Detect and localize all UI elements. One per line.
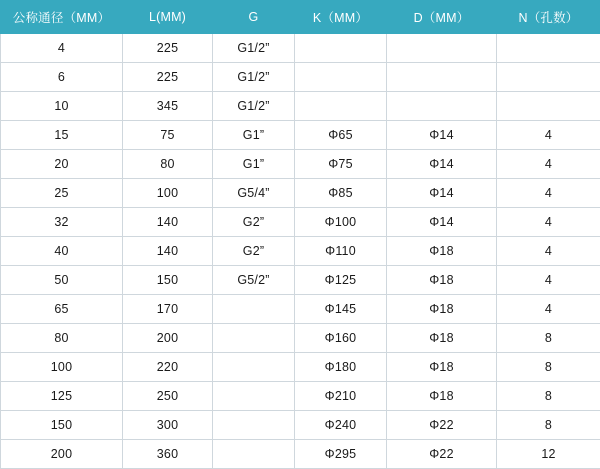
- cell-g: G1/2”: [213, 34, 295, 63]
- column-header-k: K（MM）: [295, 1, 387, 34]
- cell-k: Φ180: [295, 353, 387, 382]
- table-row: [1, 382, 600, 411]
- cell-k: Φ65: [295, 121, 387, 150]
- cell-l: 170: [123, 295, 213, 324]
- cell-g: [213, 353, 295, 382]
- cell-l: 80: [123, 150, 213, 179]
- cell-n: 4: [497, 179, 600, 208]
- cell-g: G5/2”: [213, 266, 295, 295]
- table-row: [1, 353, 600, 382]
- table-row: [1, 324, 600, 353]
- column-header-g: G: [213, 1, 295, 34]
- cell-k: Φ295: [295, 440, 387, 469]
- cell-d: Φ22: [387, 440, 497, 469]
- cell-n: [497, 63, 600, 92]
- cell-nominal-diameter: 25: [1, 179, 123, 208]
- cell-k: Φ145: [295, 295, 387, 324]
- cell-l: 250: [123, 382, 213, 411]
- cell-nominal-diameter: 6: [1, 63, 123, 92]
- cell-g: G2”: [213, 237, 295, 266]
- cell-nominal-diameter: 10: [1, 92, 123, 121]
- cell-n: [497, 92, 600, 121]
- cell-n: 4: [497, 208, 600, 237]
- cell-n: 8: [497, 382, 600, 411]
- cell-g: G5/4”: [213, 179, 295, 208]
- cell-d: Φ22: [387, 411, 497, 440]
- cell-k: [295, 92, 387, 121]
- cell-nominal-diameter: 65: [1, 295, 123, 324]
- cell-g: [213, 382, 295, 411]
- cell-l: 140: [123, 208, 213, 237]
- cell-k: Φ85: [295, 179, 387, 208]
- cell-n: 8: [497, 353, 600, 382]
- cell-k: [295, 63, 387, 92]
- cell-k: Φ75: [295, 150, 387, 179]
- table-row: [1, 411, 600, 440]
- cell-n: [497, 34, 600, 63]
- cell-d: Φ18: [387, 266, 497, 295]
- cell-k: Φ210: [295, 382, 387, 411]
- cell-d: [387, 63, 497, 92]
- cell-nominal-diameter: 100: [1, 353, 123, 382]
- cell-d: [387, 34, 497, 63]
- cell-n: 4: [497, 237, 600, 266]
- cell-l: 300: [123, 411, 213, 440]
- table-row: [1, 63, 600, 92]
- cell-n: 4: [497, 150, 600, 179]
- table-row: [1, 179, 600, 208]
- cell-n: 8: [497, 324, 600, 353]
- cell-d: Φ18: [387, 353, 497, 382]
- cell-d: Φ18: [387, 324, 497, 353]
- cell-g: G1”: [213, 150, 295, 179]
- cell-nominal-diameter: 50: [1, 266, 123, 295]
- cell-nominal-diameter: 150: [1, 411, 123, 440]
- table-row: [1, 121, 600, 150]
- cell-k: Φ160: [295, 324, 387, 353]
- table-row: [1, 440, 600, 469]
- cell-l: 225: [123, 63, 213, 92]
- cell-k: Φ100: [295, 208, 387, 237]
- cell-n: 4: [497, 121, 600, 150]
- cell-g: [213, 324, 295, 353]
- cell-n: 4: [497, 266, 600, 295]
- cell-l: 200: [123, 324, 213, 353]
- column-header-d: D（MM）: [387, 1, 497, 34]
- cell-g: [213, 295, 295, 324]
- table-header-row: [1, 1, 600, 34]
- column-header-l: L(MM): [123, 1, 213, 34]
- cell-k: Φ110: [295, 237, 387, 266]
- cell-g: G1”: [213, 121, 295, 150]
- cell-n: 4: [497, 295, 600, 324]
- cell-d: Φ18: [387, 295, 497, 324]
- cell-nominal-diameter: 125: [1, 382, 123, 411]
- cell-nominal-diameter: 15: [1, 121, 123, 150]
- cell-l: 150: [123, 266, 213, 295]
- cell-g: G2”: [213, 208, 295, 237]
- cell-l: 100: [123, 179, 213, 208]
- cell-k: Φ240: [295, 411, 387, 440]
- table-row: [1, 92, 600, 121]
- table-header: [1, 1, 600, 34]
- table-row: [1, 295, 600, 324]
- table-row: [1, 266, 600, 295]
- cell-n: 12: [497, 440, 600, 469]
- cell-g: G1/2”: [213, 63, 295, 92]
- cell-g: [213, 411, 295, 440]
- cell-nominal-diameter: 4: [1, 34, 123, 63]
- cell-g: [213, 440, 295, 469]
- cell-d: Φ14: [387, 208, 497, 237]
- cell-n: 8: [497, 411, 600, 440]
- cell-l: 225: [123, 34, 213, 63]
- cell-d: Φ14: [387, 150, 497, 179]
- cell-nominal-diameter: 80: [1, 324, 123, 353]
- table-row: [1, 150, 600, 179]
- cell-d: Φ14: [387, 179, 497, 208]
- cell-d: Φ18: [387, 237, 497, 266]
- cell-l: 345: [123, 92, 213, 121]
- cell-l: 75: [123, 121, 213, 150]
- table-body: [1, 34, 600, 469]
- table-row: [1, 34, 600, 63]
- cell-d: Φ14: [387, 121, 497, 150]
- cell-nominal-diameter: 32: [1, 208, 123, 237]
- cell-k: Φ125: [295, 266, 387, 295]
- cell-k: [295, 34, 387, 63]
- cell-d: [387, 92, 497, 121]
- cell-l: 220: [123, 353, 213, 382]
- cell-l: 140: [123, 237, 213, 266]
- cell-nominal-diameter: 200: [1, 440, 123, 469]
- cell-d: Φ18: [387, 382, 497, 411]
- table-row: [1, 208, 600, 237]
- column-header-nominal-diameter: 公称通径（MM）: [1, 1, 123, 34]
- table-row: [1, 237, 600, 266]
- cell-nominal-diameter: 20: [1, 150, 123, 179]
- cell-g: G1/2”: [213, 92, 295, 121]
- column-header-n: N（孔数）: [497, 1, 600, 34]
- cell-nominal-diameter: 40: [1, 237, 123, 266]
- cell-l: 360: [123, 440, 213, 469]
